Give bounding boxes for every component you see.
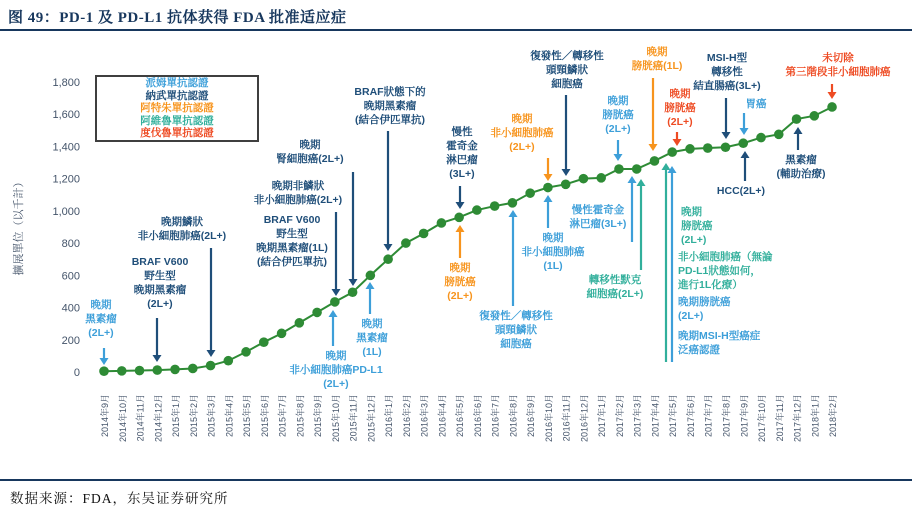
- data-point: [312, 308, 322, 318]
- annotation-label: 胃癌: [745, 98, 767, 110]
- annotation-arrow-head: [332, 289, 341, 296]
- data-point: [437, 218, 447, 228]
- x-tick-label: 2015年8月: [295, 394, 306, 438]
- data-point: [632, 164, 642, 174]
- legend-item-avelumab: 阿維魯單抗認證: [140, 114, 214, 127]
- x-tick-label: 2017年4月: [650, 394, 661, 438]
- annotation-adv-bladder-2l-pembro-above: [602, 94, 634, 161]
- annotation-label: 未切除第三階段非小細胞肺癌: [785, 52, 891, 78]
- x-axis-ticks: [99, 394, 838, 442]
- annotation-arrow-head: [614, 154, 623, 161]
- data-point: [295, 318, 305, 328]
- data-point: [472, 205, 482, 215]
- annotation-arrow-head: [456, 202, 465, 209]
- data-point: [206, 361, 216, 371]
- annotation-chl-3l-pembro: [570, 176, 637, 242]
- data-point: [596, 173, 606, 183]
- data-point: [809, 111, 819, 121]
- data-source: 数据来源：FDA，东吴证券研究所: [10, 491, 229, 506]
- x-tick-label: 2017年6月: [685, 394, 696, 438]
- annotation-adv-bladder-2l-atezo: [444, 225, 476, 302]
- data-point: [614, 164, 624, 174]
- annotation-label: 晚期膀胱癌(2L+): [681, 206, 713, 246]
- y-tick-label: 800: [61, 238, 80, 251]
- x-tick-label: 2015年4月: [224, 394, 235, 438]
- x-tick-label: 2016年8月: [508, 394, 519, 438]
- annotation-arrow-head: [722, 132, 731, 139]
- annotation-arrow-head: [673, 139, 682, 146]
- annotation-label: 晚期非小細胞肺癌PD-L1 (2L+): [289, 350, 383, 390]
- x-tick-label: 2016年6月: [472, 393, 483, 438]
- annotation-arrow-head: [349, 279, 358, 286]
- x-tick-label: 2017年11月: [774, 394, 785, 442]
- y-tick-label: 1,000: [52, 205, 80, 218]
- chart-legend: [95, 75, 259, 142]
- x-tick-label: 2015年3月: [206, 394, 217, 438]
- annotation-label: 晚期膀胱癌(2L+): [602, 95, 634, 135]
- annotation-label: 晚期非小細胞肺癌(1L): [521, 232, 585, 272]
- data-point: [508, 198, 518, 208]
- annotation-arrow-head: [544, 174, 553, 181]
- annotation-label: 晚期膀胱癌(2L+): [664, 88, 696, 128]
- y-tick-label: 200: [61, 334, 80, 347]
- x-tick-label: 2015年5月: [242, 394, 253, 438]
- data-point: [650, 156, 660, 166]
- annotation-label: 晚期非小細胞肺癌(2L+): [490, 113, 554, 153]
- x-tick-label: 2015年2月: [188, 394, 199, 438]
- data-point: [366, 271, 376, 281]
- x-tick-label: 2015年9月: [313, 394, 324, 438]
- annotation-label: 復發性／轉移性頭頸鱗狀細胞癌: [530, 50, 604, 90]
- y-tick-label: 0: [73, 367, 80, 379]
- figure-title: 图 49：PD-1 及 PD-L1 抗体获得 FDA 批准适应症: [8, 10, 347, 26]
- annotation-gastric-cancer: [740, 97, 767, 135]
- data-point: [738, 138, 748, 148]
- bottom-divider: [0, 479, 912, 481]
- data-point: [419, 229, 429, 239]
- x-tick-label: 2018年2月: [828, 394, 839, 438]
- annotation-label: HCC(2L+): [716, 185, 766, 197]
- y-tick-label: 1,400: [52, 141, 80, 154]
- x-tick-label: 2016年10月: [543, 394, 554, 443]
- data-point: [454, 213, 464, 223]
- annotation-label: 晚期膀胱癌(2L+): [444, 262, 476, 302]
- annotation-label: 復發性／轉移性頭頸鱗狀細胞癌: [479, 310, 553, 350]
- x-tick-label: 2017年8月: [721, 394, 732, 438]
- annotation-label: BRAF V600 野生型晚期黑素瘤(1L) (結合伊匹單抗): [256, 214, 328, 268]
- data-point: [685, 144, 695, 154]
- x-tick-label: 2015年11月: [348, 394, 359, 442]
- legend-item-pembrolizumab: 派姆單抗認證: [145, 77, 209, 90]
- x-tick-label: 2017年1月: [597, 394, 608, 438]
- annotation-arrow-head: [384, 244, 393, 251]
- annotation-melanoma-adjuvant: [777, 127, 826, 180]
- annotation-adv-melanoma-2l: [85, 298, 117, 365]
- data-point: [99, 366, 109, 376]
- data-point: [401, 238, 411, 248]
- x-tick-label: 2014年10月: [117, 394, 128, 443]
- x-tick-label: 2016年7月: [490, 394, 501, 438]
- y-tick-label: 1,600: [52, 109, 80, 122]
- x-tick-label: 2016年12月: [579, 394, 590, 443]
- annotation-braf-v600-wt-melanoma-1l-ipi: [256, 214, 328, 268]
- data-point: [330, 297, 340, 307]
- x-tick-label: 2014年9月: [100, 394, 110, 438]
- x-tick-label: 2015年10月: [330, 394, 341, 443]
- annotation-unresectable-stage3-nsclc: [786, 51, 891, 99]
- legend-item-atezolizumab: 阿特朱單抗認證: [140, 102, 214, 115]
- data-point: [490, 201, 500, 211]
- x-tick-label: 2016年11月: [561, 394, 572, 442]
- annotation-label: BRAF狀態下的晚期黑素瘤(結合伊匹單抗): [354, 86, 426, 126]
- annotation-label: 晚期黑素瘤(2L+): [85, 299, 117, 339]
- y-tick-label: 600: [61, 270, 80, 283]
- data-point: [827, 102, 837, 112]
- data-point: [277, 329, 287, 339]
- annotation-rm-hnscc-nivo: [530, 49, 604, 176]
- x-tick-label: 2014年11月: [135, 394, 146, 442]
- annotation-arrow-head: [649, 144, 658, 151]
- annotation-arrow-head: [366, 282, 375, 289]
- x-tick-label: 2017年3月: [632, 394, 643, 438]
- x-tick-label: 2014年12月: [153, 394, 164, 443]
- x-tick-label: 2017年2月: [614, 394, 625, 438]
- x-tick-label: 2015年12月: [366, 394, 377, 443]
- y-tick-label: 1,800: [52, 77, 80, 89]
- x-tick-label: 2016年2月: [401, 394, 412, 438]
- annotation-braf-v600-wt-melanoma-2l: [132, 256, 189, 362]
- data-point: [543, 183, 553, 193]
- annotation-arrow-head: [637, 179, 646, 186]
- x-tick-label: 2017年10月: [757, 394, 768, 443]
- annotation-label: 黑素瘤(輔助治療): [776, 154, 826, 180]
- annotation-arrow-head: [828, 92, 837, 99]
- x-tick-label: 2017年9月: [739, 394, 750, 438]
- annotation-adv-nsclc-2l-atezo: [491, 112, 554, 181]
- annotation-chl-3l-nivo: [446, 125, 478, 209]
- data-point: [561, 180, 571, 190]
- annotation-msih-metastatic-crc-3l: [692, 51, 760, 139]
- x-tick-label: 2015年6月: [259, 394, 270, 438]
- y-tick-label: 1,200: [52, 173, 80, 186]
- data-point: [348, 287, 358, 297]
- annotation-metastatic-merkel-2l: [587, 179, 646, 300]
- data-point: [774, 130, 784, 140]
- x-tick-label: 2016年9月: [526, 394, 537, 438]
- annotation-adv-bladder-2l-durva: [664, 87, 696, 146]
- annotation-braf-any-melanoma-ipi: [354, 85, 426, 251]
- annotation-label: 轉移性默克細胞癌(2L+): [586, 274, 644, 300]
- annotation-arrow-head: [544, 195, 553, 202]
- annotation-adv-bladder-2l-pembro-below: [678, 295, 731, 322]
- data-point: [721, 142, 731, 152]
- x-tick-label: 2016年4月: [437, 394, 448, 438]
- annotation-label: BRAF V600 野生型晚期黑素瘤(2L+): [131, 256, 189, 310]
- x-tick-label: 2016年1月: [384, 394, 395, 438]
- annotation-label: 晚期腎細胞癌(2L+): [276, 139, 344, 165]
- annotation-label: 晚期黑素瘤(1L): [356, 318, 388, 358]
- data-point: [152, 365, 162, 375]
- annotation-arrow-head: [794, 127, 803, 134]
- annotation-adv-melanoma-1l: [356, 282, 388, 358]
- annotation-arrow-head: [456, 225, 465, 232]
- data-point: [792, 114, 802, 124]
- annotation-label: 慢性霍奇金淋巴瘤(3L+): [446, 126, 478, 180]
- data-point: [703, 143, 713, 153]
- data-point: [667, 147, 677, 157]
- annotation-rm-hnscc-pembro: [479, 210, 553, 350]
- y-axis-ticks: [52, 77, 80, 379]
- y-tick-label: 400: [61, 302, 80, 315]
- x-tick-label: 2018年1月: [810, 394, 821, 438]
- legend-item-nivolumab: 納武單抗認證: [145, 89, 209, 102]
- annotation-label: 晚期鱗狀非小細胞肺癌(2L+): [137, 216, 227, 242]
- data-point: [135, 366, 145, 376]
- x-tick-label: 2017年5月: [668, 394, 679, 438]
- x-tick-label: 2015年7月: [277, 394, 288, 438]
- data-point: [223, 356, 233, 366]
- annotation-arrow-head: [740, 128, 749, 135]
- data-point: [756, 133, 766, 143]
- annotation-arrow-head: [509, 210, 518, 217]
- data-point: [579, 174, 589, 184]
- legend-item-durvalumab: 度伐魯單抗認證: [140, 127, 214, 140]
- y-axis-title: 擴展單位（以千計）: [13, 176, 25, 276]
- x-tick-label: 2017年12月: [792, 394, 803, 443]
- data-point: [525, 188, 535, 198]
- annotation-label: 慢性霍奇金淋巴瘤(3L+): [569, 204, 627, 230]
- annotation-nsclc-any-pdl1-1l-chemo: [677, 250, 773, 291]
- x-tick-label: 2016年5月: [455, 394, 466, 438]
- data-point: [241, 347, 251, 357]
- annotation-arrow-head: [662, 163, 671, 170]
- annotation-label: 非小細胞肺癌（無論 PD-L1狀態如何，進行1L化療）: [678, 251, 773, 291]
- data-point: [259, 337, 269, 347]
- annotation-label: 晚期MSI-H型癌症泛癌認證: [678, 330, 761, 356]
- annotation-hcc-2l: [717, 151, 765, 197]
- data-point: [170, 365, 180, 375]
- data-point: [117, 366, 127, 376]
- annotation-label: 晚期非鱗狀非小細胞肺癌(2L+): [253, 180, 343, 206]
- x-tick-label: 2017年7月: [703, 394, 714, 438]
- annotation-label: 晚期膀胱癌(1L): [631, 46, 683, 72]
- annotation-arrow-head: [562, 169, 571, 176]
- annotation-label: 晚期膀胱癌(2L+): [678, 296, 731, 322]
- x-tick-label: 2016年3月: [419, 394, 430, 438]
- x-tick-label: 2015年1月: [171, 394, 182, 438]
- data-point: [188, 364, 198, 374]
- annotation-arrow-head: [329, 310, 338, 317]
- annotation-arrow-head: [100, 358, 109, 365]
- data-point: [383, 254, 393, 264]
- annotation-arrow-head: [628, 176, 637, 183]
- annotation-arrow-head: [153, 355, 162, 362]
- annotation-arrow-head: [741, 151, 750, 158]
- annotation-label: MSI-H型轉移性結直腸癌(3L+): [693, 52, 761, 92]
- annotation-arrow-head: [207, 350, 216, 357]
